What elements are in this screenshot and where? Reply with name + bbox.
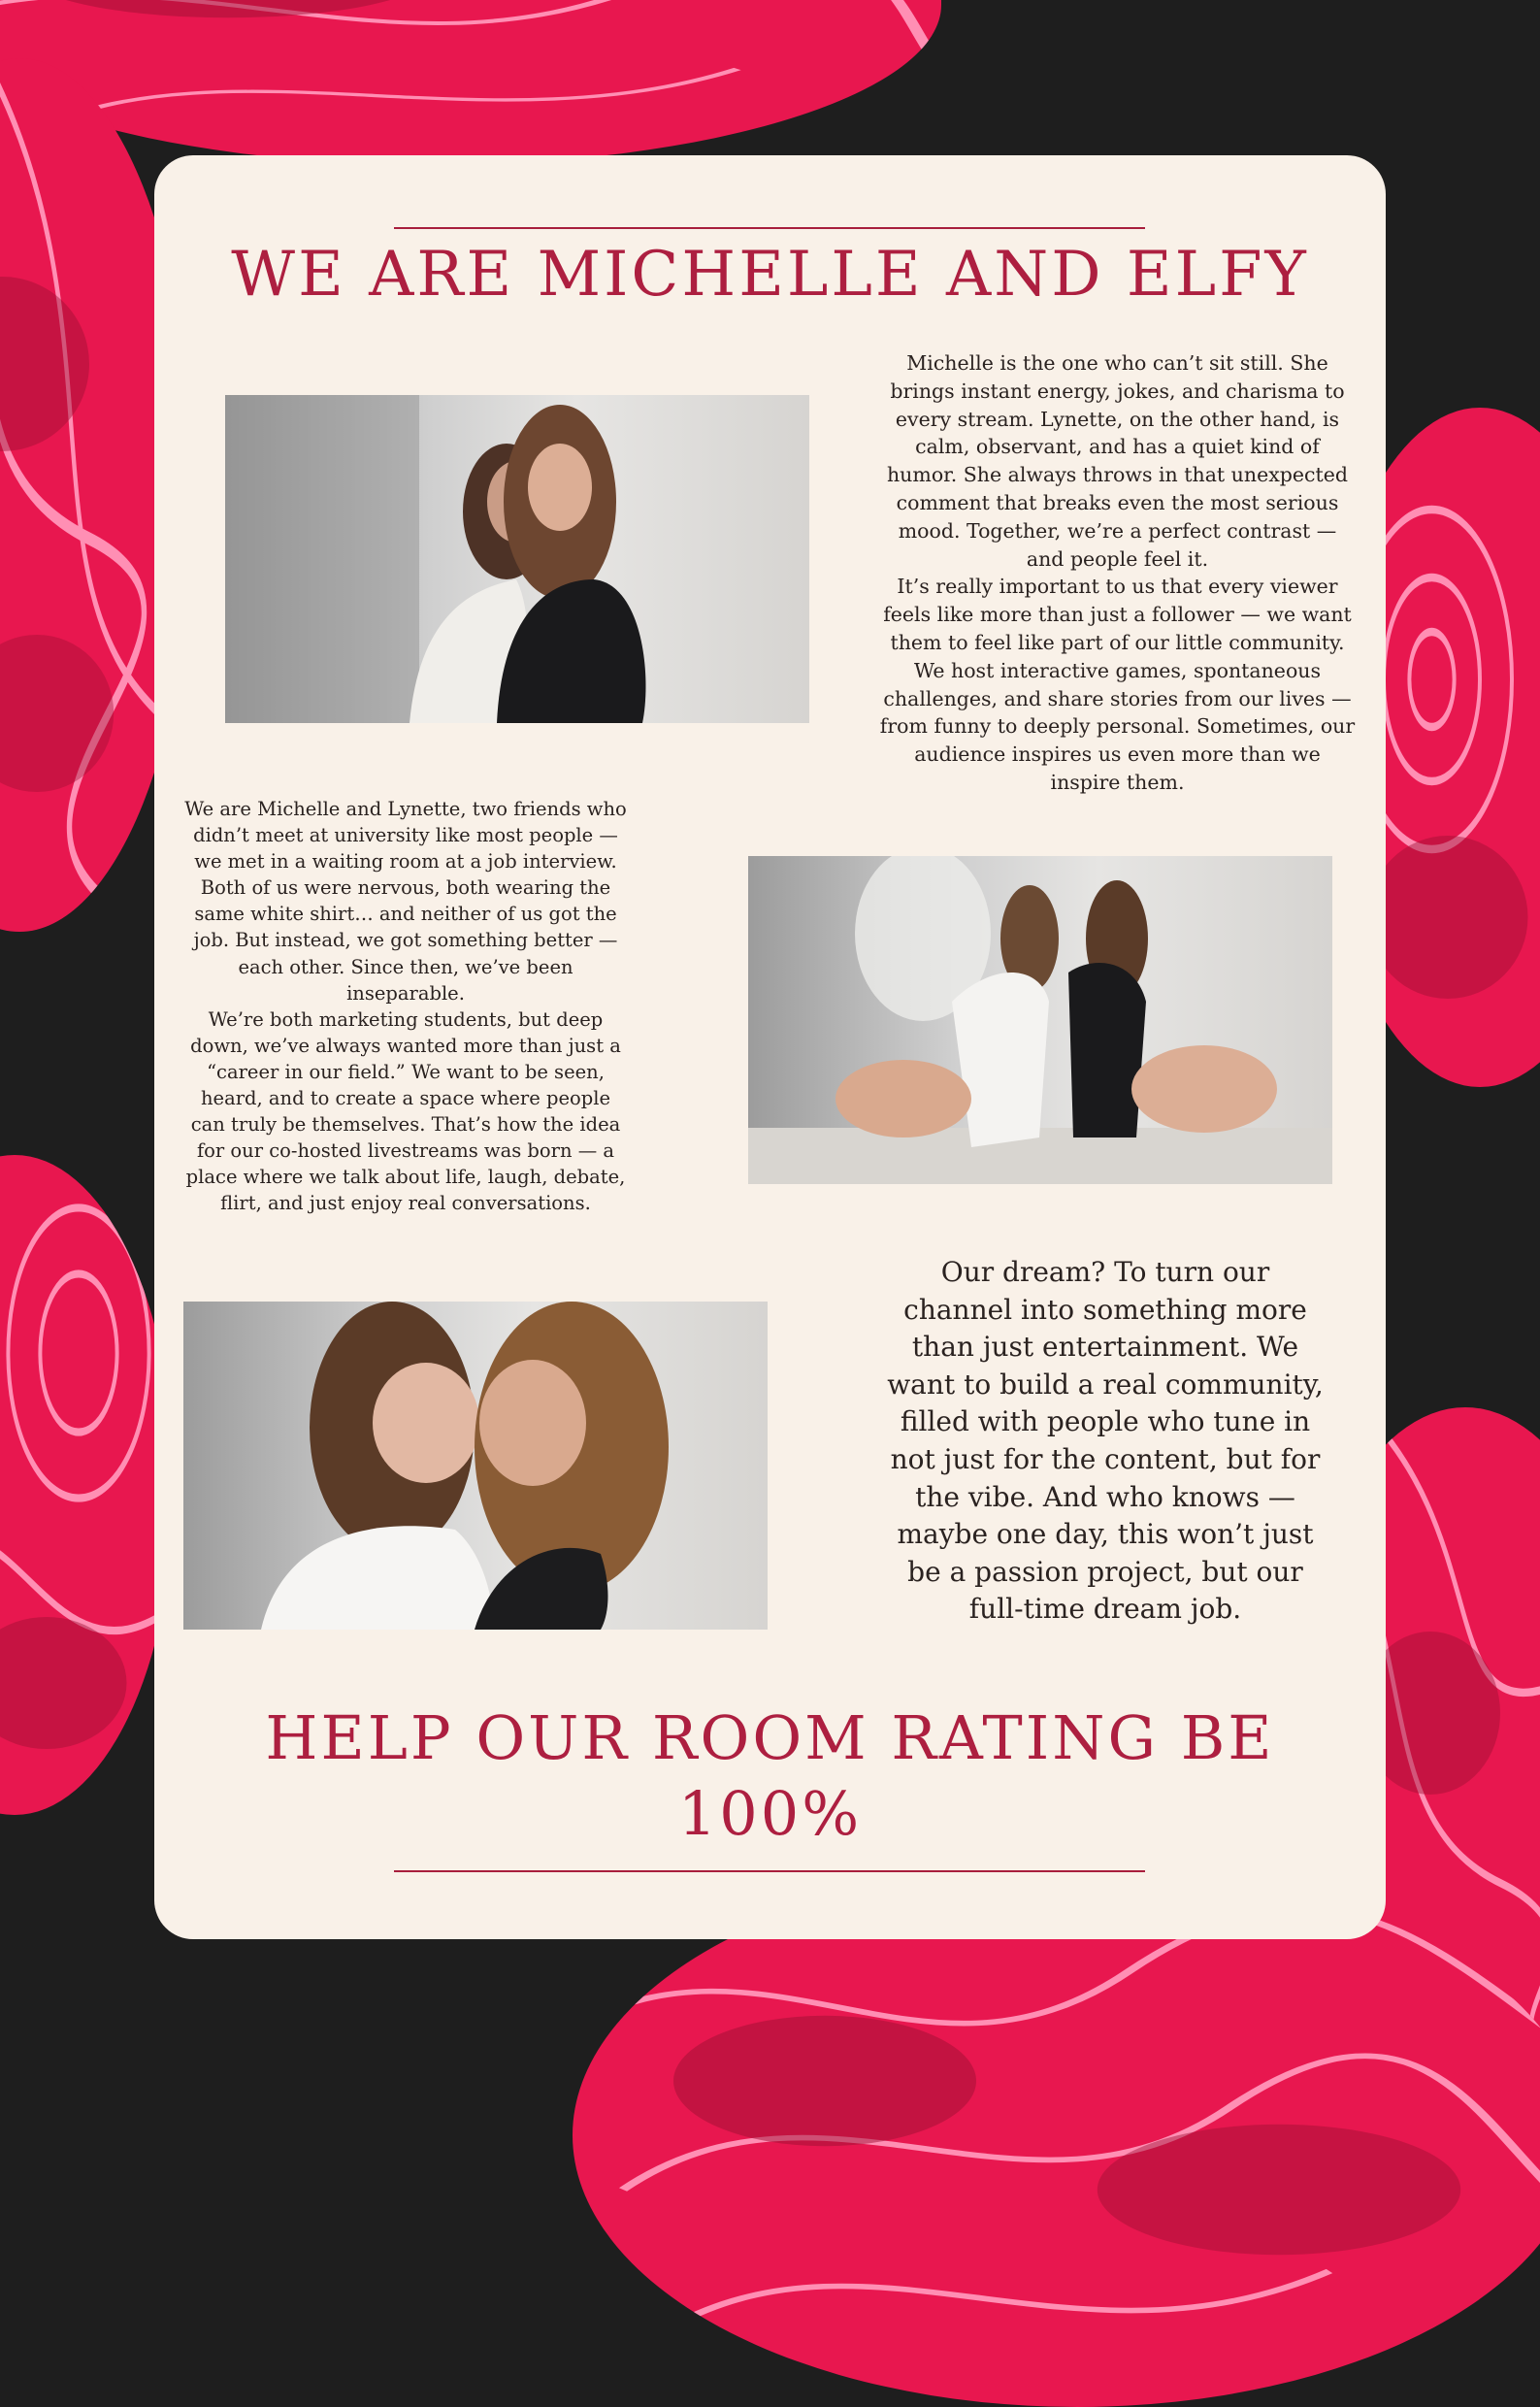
paragraph-how-we-met [183, 796, 628, 1217]
paragraph-line: We’re both marketing students, but deep down, we’ve always wanted more than just a “career in our field.” We want to be seen, heard, and to create a space where people can truly be themselves. That’s how the idea for our co-hosted livestreams was born — a place where we talk about life, laugh, debate, flirt, and just enjoy real conversations. [185, 1007, 626, 1215]
rose-decoration-bottom [573, 1863, 1540, 2407]
content-card [154, 155, 1386, 1939]
paragraph-line: Michelle is the one who can’t sit still. She brings instant energy, jokes, and charisma to every stream. Lynette, on the other hand, is calm, observant, and has a quiet kind of humor. She always throws in that unexpected comment that breaks even the most serious mood. Together, we’re a perfect contrast — and people feel it. [886, 351, 1348, 571]
rose-decoration-top [0, 0, 941, 165]
photo-duo-kneeling [748, 856, 1332, 1184]
paragraph-line: Our dream? To turn our channel into something more than just entertainment. We want to build a real community, filled with people who tune in not just for the content, but for the vibe. And who knows — maybe one day, this won’t just be a passion project, but our full-time dream job. [887, 1256, 1324, 1626]
page-title: WE ARE MICHELLE AND ELFY [231, 239, 1309, 311]
bottom-divider [394, 1870, 1145, 1872]
rose-decoration-left-lower [0, 1155, 175, 1815]
paragraph-dream [887, 1254, 1324, 1629]
paragraph-line: It’s really important to us that every viewer feels like more than just a follower — we want them to feel like part of our little community. We host interactive games, spontaneous challenges, and share stories from our lives — from funny to deeply personal. Sometimes, our audience inspires us even more than we inspire them. [879, 575, 1356, 794]
paragraph-personalities [877, 349, 1358, 797]
paragraph-line: We are Michelle and Lynette, two friends who didn’t meet at university like most people — we met in a waiting room at a job interview. Both of us were nervous, both wearing the same white shirt… and neither of us got the job. But instead, we got something better — each other. Since then, we’ve been inseparable. [184, 798, 627, 1005]
photo-duo-noses [183, 1302, 768, 1630]
rating-call-to-action: HELP OUR ROOM RATING BE 100% [265, 1702, 1275, 1849]
top-divider [394, 227, 1145, 229]
photo-duo-embrace [225, 395, 809, 723]
